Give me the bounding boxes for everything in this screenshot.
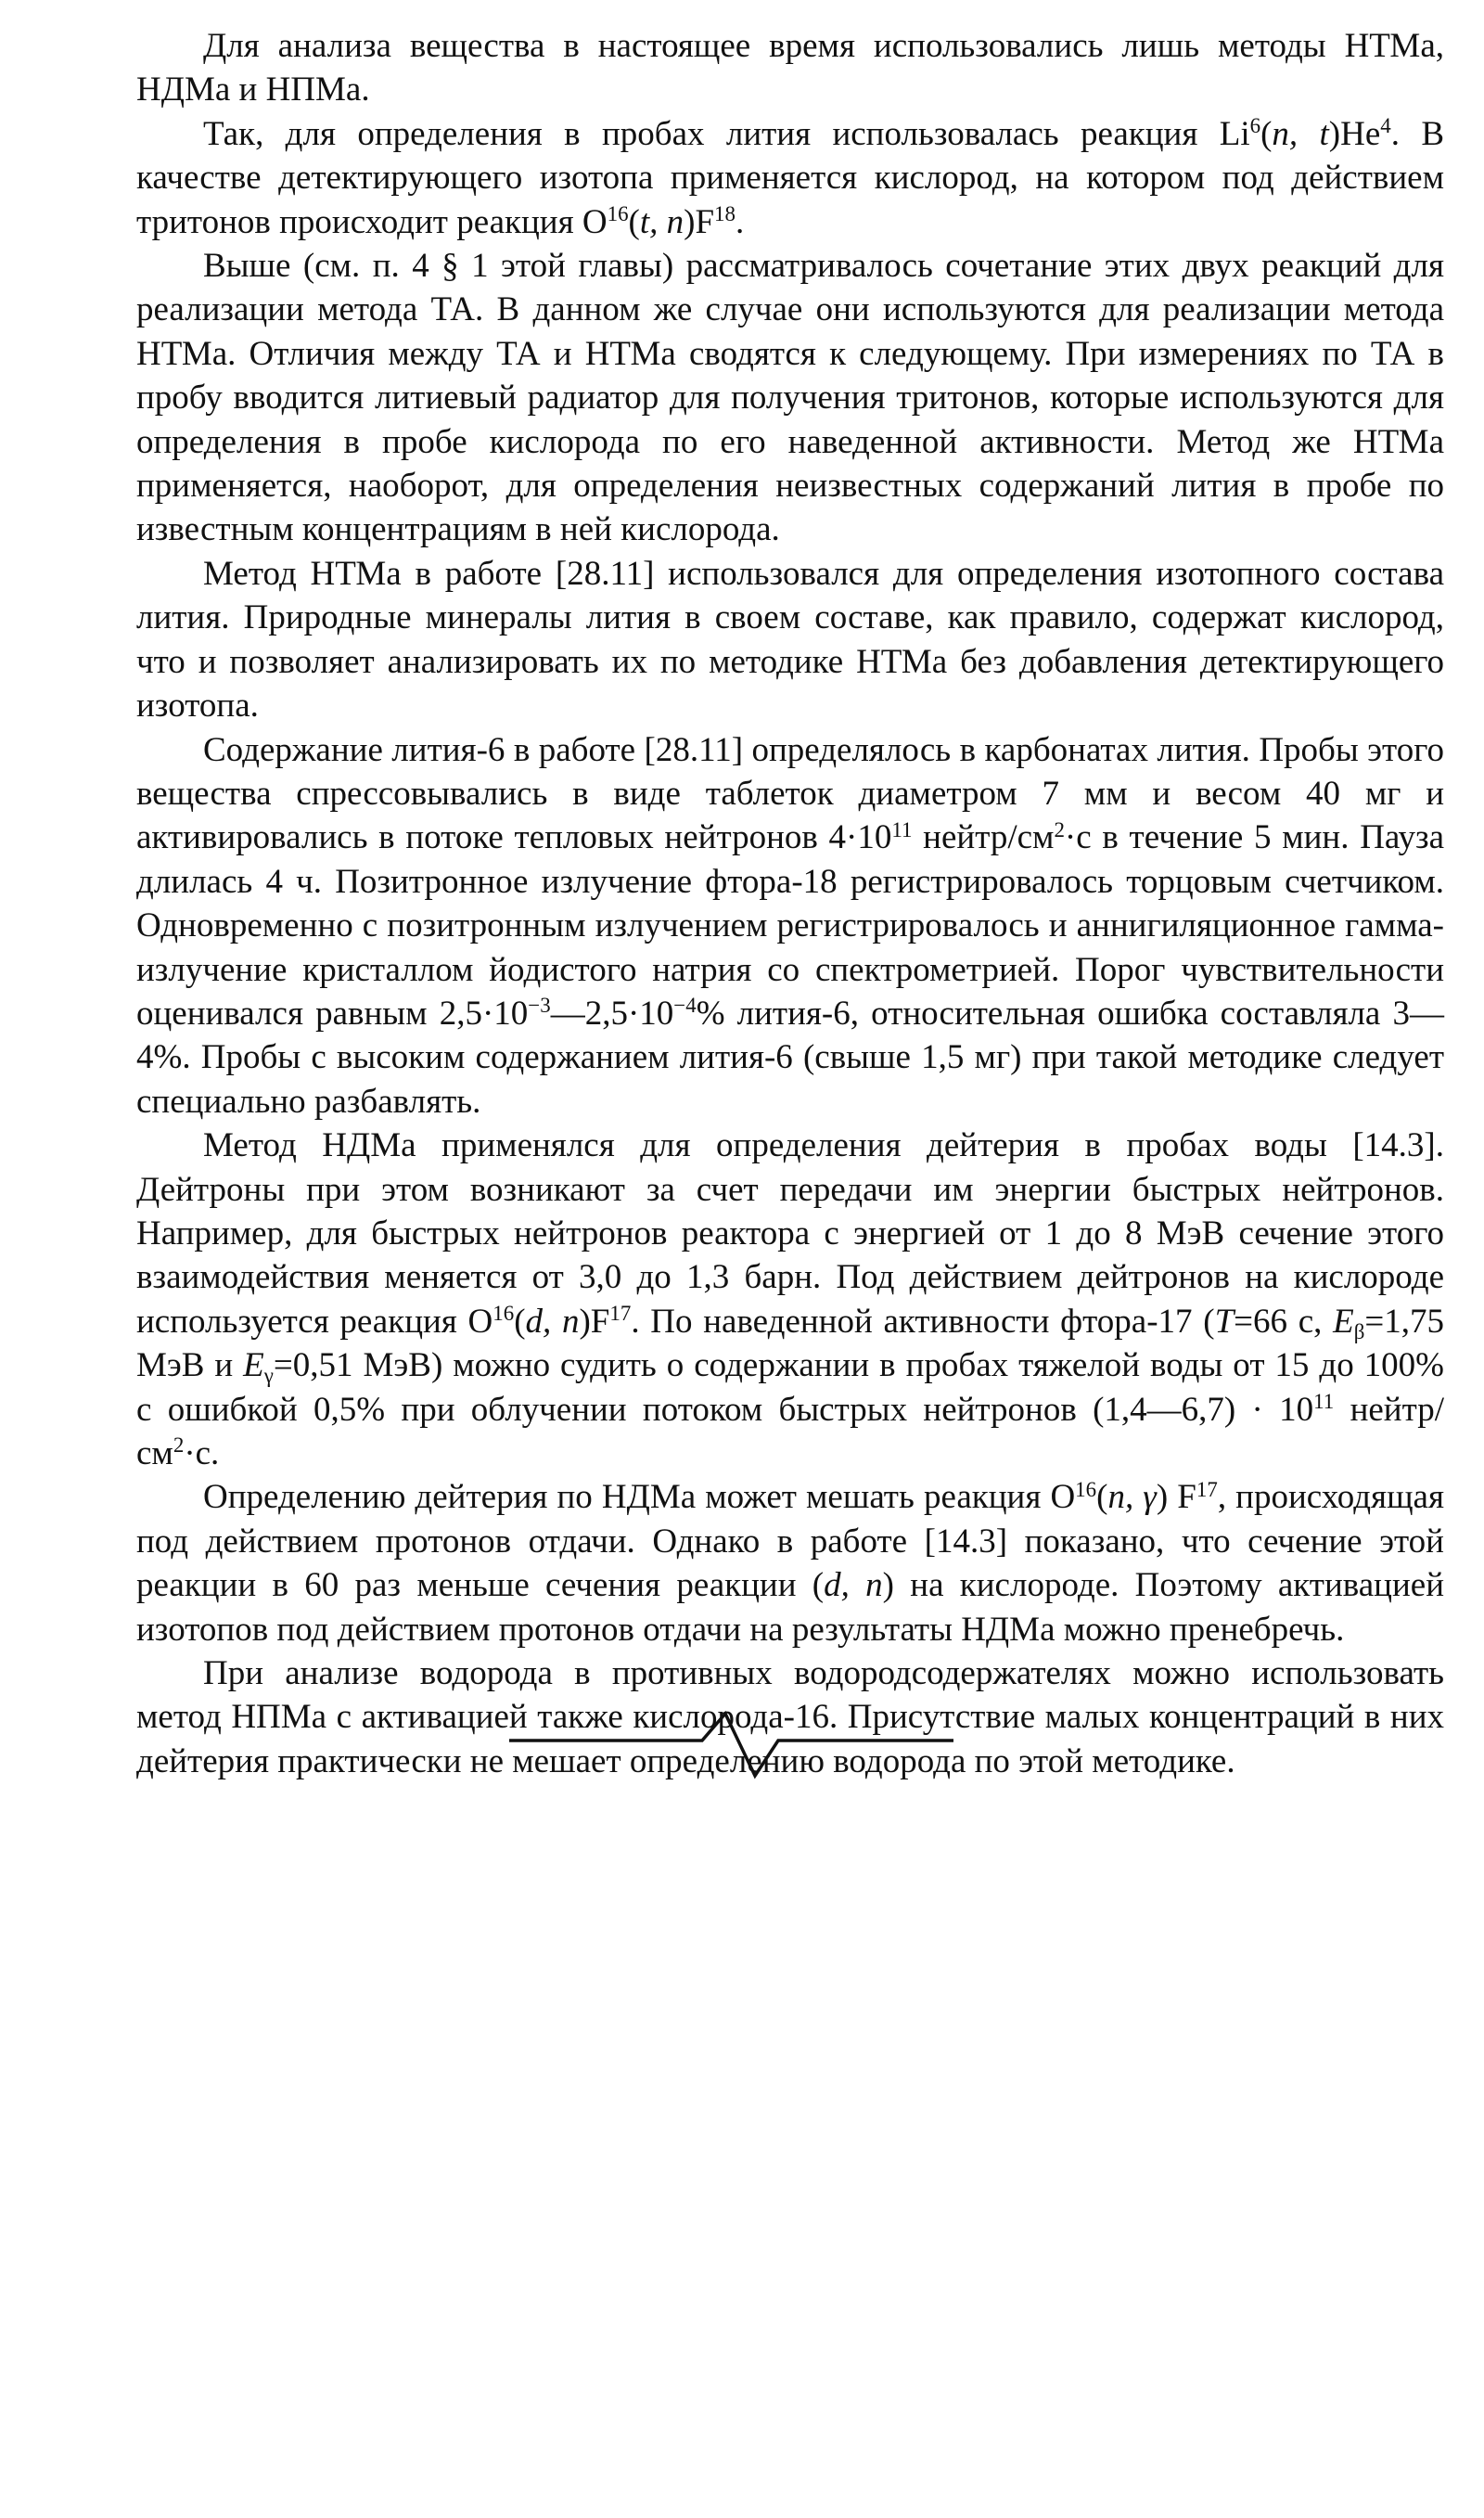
italic-text: E (243, 1346, 264, 1385)
text-run: )F (579, 1302, 610, 1341)
paragraph-6 (136, 1124, 1444, 1475)
text-run: Метод НДМа применялся для определения дейтерия в пробах воды [14.3]. Дейтроны при этом возникают за счет передачи им энергии быстрых нейтронов. Например, для быстрых нейтронов реактора с энергией от 1 до 8 МэВ сечение этого взаимодействия меняется от 3,0 до 1,3 барн. Под действием дейтронов на кислороде используется реакция O (136, 1126, 1444, 1341)
text-run: )F (684, 202, 715, 241)
superscript: 11 (1313, 1389, 1335, 1413)
superscript: 4 (1380, 114, 1391, 138)
text-run: ·с. (184, 1434, 220, 1472)
superscript: 2 (1054, 817, 1065, 841)
paragraph-4 (136, 552, 1444, 728)
text-run: Определению дейтерия по НДМа может мешать реакция O (203, 1478, 1076, 1517)
text-run: нейтр/см (136, 1390, 1444, 1472)
text-run: ( (1260, 114, 1273, 153)
superscript: 16 (493, 1302, 515, 1326)
superscript: −4 (673, 994, 697, 1018)
text-run: ( (628, 202, 640, 241)
superscript: 6 (1249, 114, 1261, 138)
superscript: 16 (1075, 1477, 1097, 1501)
section-end-divider-icon (509, 1698, 953, 1781)
italic-text: n, γ (1107, 1478, 1157, 1517)
text-run: Для анализа вещества в настоящее время использовались лишь методы НТМа, НДМа и НПМа. (136, 27, 1444, 109)
paragraph-3 (136, 244, 1444, 552)
superscript: 11 (891, 817, 913, 841)
text-run: . По наведенной активности фтора-17 ( (631, 1302, 1215, 1341)
superscript: 17 (609, 1302, 632, 1326)
paragraph-2 (136, 112, 1444, 244)
italic-text: n, t (1272, 114, 1329, 153)
italic-text: E (1333, 1302, 1354, 1341)
italic-text: d, n (525, 1302, 580, 1341)
text-run: Выше (см. п. 4 § 1 этой главы) рассматривалось сочетание этих двух реакций для реализации метода ТА. В данном же случае они используются для реализации метода НТМа. Отличия между ТА и НТМа сводятся к следующему. При измерениях по ТА в пробу вводится литиевый радиатор для получения тритонов, которые используются для определения в пробе кислорода по его наведенной активности. Метод же НТМа применяется, наоборот, для определения неизвестных содержаний лития в пробе по известным концентрациям в ней кислорода. (136, 247, 1444, 549)
text-run: ·с в течение 5 мин. Пауза длилась 4 ч. Позитронное излучение фтора-18 регистрировалось торцовым счетчиком. Одновременно с позитронным излучением регистрировалось и аннигиляционное гамма-излучение кристаллом йодистого натрия со спектрометрией. Порог чувствительности оценивался равным 2,5·10 (136, 818, 1444, 1033)
text-run: нейтр/см (912, 818, 1055, 857)
superscript: 16 (607, 202, 629, 226)
text-run: )He (1328, 114, 1381, 153)
italic-text: T (1214, 1302, 1235, 1341)
text-run: =0,51 МэВ) можно судить о содержании в пробах тяжелой воды от 15 до 100% с ошибкой 0,5% при облучении потоком быстрых нейтронов (1,4—6,7) · 10 (136, 1346, 1444, 1429)
text-run: =66 с, (1234, 1302, 1334, 1341)
text-run: ( (514, 1302, 526, 1341)
text-run: При анализе водорода в противных водородсодержателях можно использовать метод НПМа с активацией также кислорода-16. Присутствие малых концентраций в них дейтерия практически не мешает определению водорода по этой методике. (136, 1654, 1444, 1780)
text-run: Метод НТМа в работе [28.11] использовался для определения изотопного состава лития. Природные минералы лития в своем составе, как правило, содержат кислород, что и позволяет анализировать их по методике НТМа без добавления детектирующего изотопа. (136, 554, 1444, 726)
text-run: . В качестве детектирующего изотопа применяется кислород, на котором под действием тритонов происходит реакция O (136, 114, 1444, 241)
subscript: γ (263, 1364, 274, 1388)
superscript: 2 (173, 1433, 185, 1458)
superscript: 18 (714, 202, 736, 226)
text-run: =1,75 МэВ и (136, 1302, 1445, 1385)
superscript: −3 (528, 994, 551, 1018)
text-run: Так, для определения в пробах лития использовалась реакция Li (203, 114, 1250, 153)
text-run: ( (1096, 1478, 1108, 1517)
paragraph-5 (136, 728, 1444, 1124)
text-run: . (735, 202, 745, 241)
italic-text: t, n (639, 202, 684, 241)
superscript: 17 (1196, 1477, 1218, 1501)
text-run: ) на кислороде. Поэтому активацией изотопов под действием протонов отдачи на результаты НДМа можно пренебречь. (136, 1566, 1445, 1649)
text-run: , происходящая под действием протонов отдачи. Однако в работе [14.3] показано, что сечение этой реакции в 60 раз меньше сечения реакции ( (136, 1478, 1444, 1605)
paragraph-1 (136, 24, 1444, 112)
text-run: % лития-6, относительная ошибка составляла 3—4%. Пробы с высоким содержанием лития-6 (свыше 1,5 мг) при такой методике следует специально разбавлять. (136, 994, 1444, 1121)
document-page (136, 24, 1444, 1783)
text-run: Содержание лития-6 в работе [28.11] определялось в карбонатах лития. Пробы этого вещества спрессовывались в виде таблеток диаметром 7 мм и весом 40 мг и активировались в потоке тепловых нейтронов 4·10 (136, 730, 1444, 857)
text-run: —2,5·10 (550, 994, 674, 1033)
paragraph-7 (136, 1475, 1444, 1651)
text-run: ) F (1156, 1478, 1196, 1517)
subscript: β (1353, 1319, 1365, 1343)
italic-text: d, n (824, 1566, 883, 1605)
